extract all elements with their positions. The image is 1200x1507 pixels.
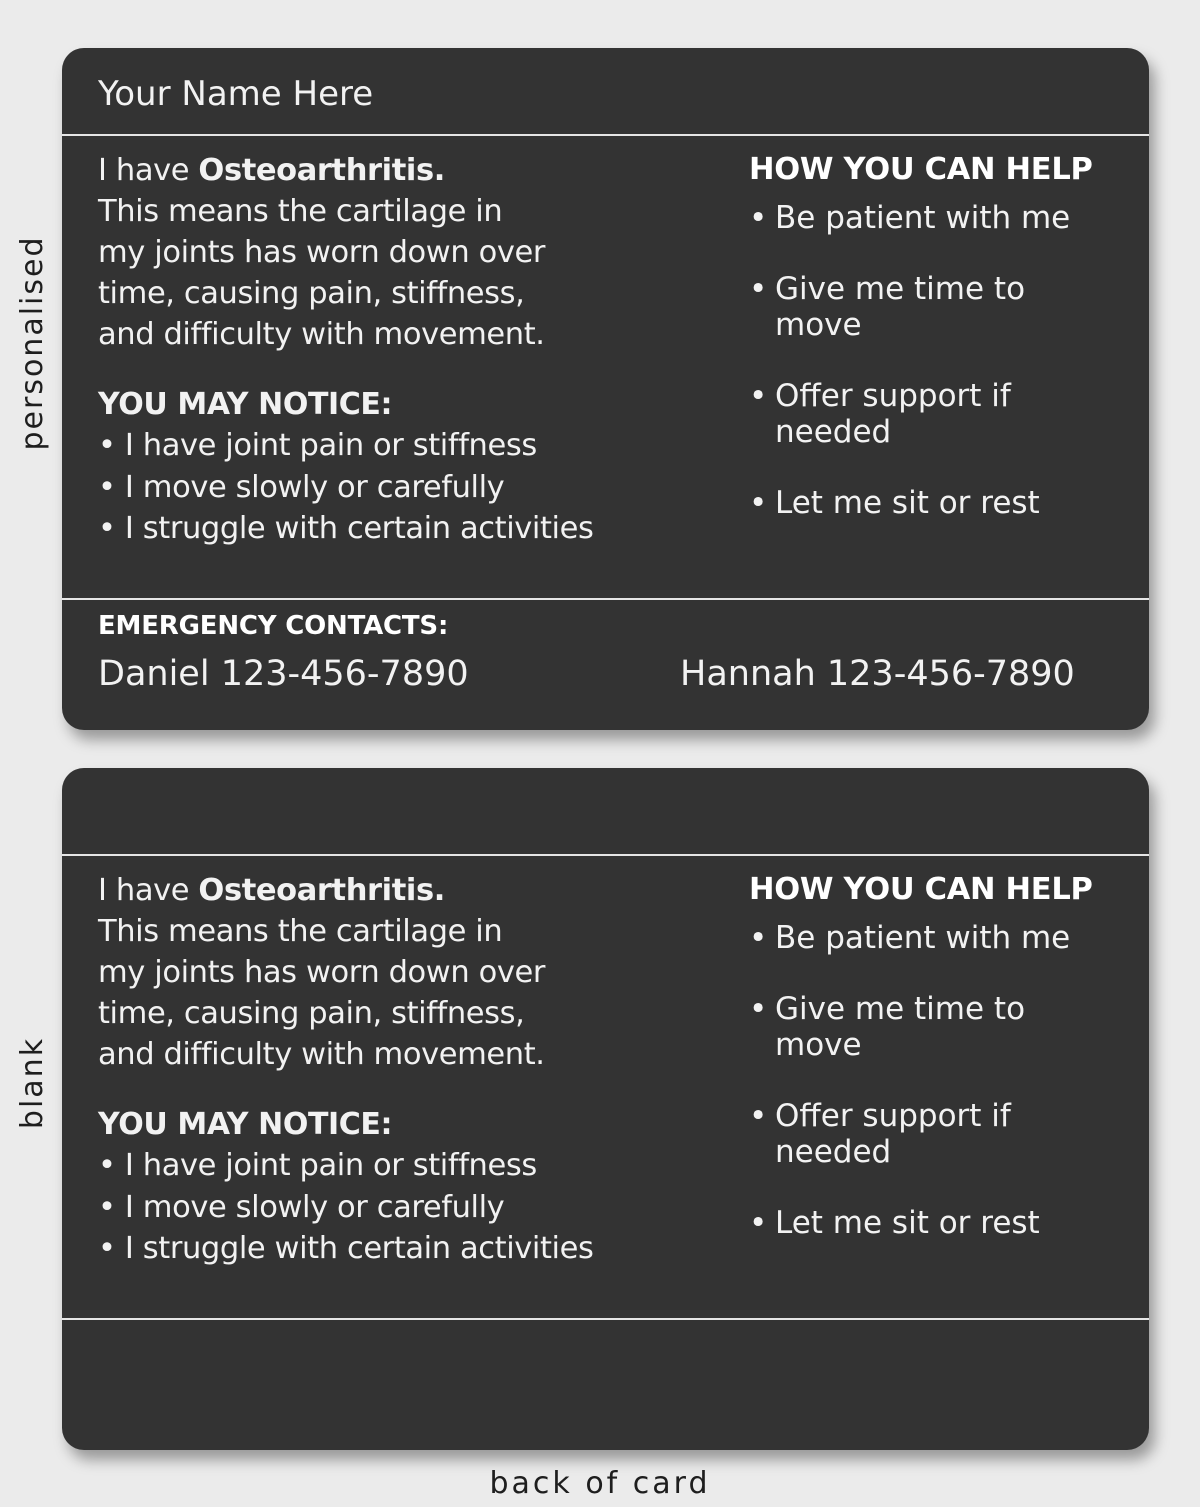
notice-heading: YOU MAY NOTICE: [98, 1107, 393, 1142]
card-name: Your Name Here [98, 74, 374, 114]
help-heading: HOW YOU CAN HELP [749, 152, 1093, 187]
emergency-heading: EMERGENCY CONTACTS: [98, 611, 449, 641]
description-line: and difficulty with movement. [98, 1037, 545, 1072]
notice-item: • I struggle with certain activities [98, 511, 594, 546]
description-line: time, causing pain, stiffness, [98, 276, 525, 311]
personalised-label: personalised [15, 235, 50, 451]
intro-prefix: I have [98, 153, 199, 188]
notice-item: • I move slowly or carefully [98, 469, 505, 505]
condition-description [98, 150, 698, 550]
blank-label: blank [15, 1036, 50, 1130]
help-item: • Be patient with me [749, 920, 1079, 956]
condition-description [98, 870, 698, 1270]
condition-name: Osteoarthritis. [198, 873, 445, 908]
intro-line [98, 870, 698, 911]
description-line: my joints has worn down over [98, 955, 545, 990]
bottom-divider [62, 598, 1149, 600]
notice-item: • I have joint pain or stiffness [98, 1148, 537, 1183]
top-divider [62, 854, 1149, 856]
description-line: This means the cartilage in [98, 194, 503, 229]
description-line: time, causing pain, stiffness, [98, 996, 525, 1031]
top-divider [62, 134, 1149, 136]
personalised-card [62, 48, 1149, 730]
description-line: and difficulty with movement. [98, 317, 545, 352]
help-item: • Offer support if needed [749, 378, 1079, 450]
help-item: • Give me time to move [749, 991, 1079, 1063]
condition-name: Osteoarthritis. [198, 153, 445, 188]
notice-heading: YOU MAY NOTICE: [98, 387, 393, 422]
description-line: my joints has worn down over [98, 235, 545, 270]
bottom-divider [62, 1318, 1149, 1320]
intro-prefix: I have [98, 873, 199, 908]
notice-item: • I struggle with certain activities [98, 1231, 594, 1266]
help-column [749, 870, 1129, 1241]
help-item: • Let me sit or rest [749, 485, 1079, 521]
help-item: • Give me time to move [749, 271, 1079, 343]
help-heading: HOW YOU CAN HELP [749, 872, 1093, 907]
notice-item: • I have joint pain or stiffness [98, 428, 537, 463]
help-item: • Be patient with me [749, 200, 1079, 236]
emergency-contact: Hannah 123-456-7890 [680, 654, 1075, 694]
help-column [749, 150, 1129, 521]
caption: back of card [489, 1466, 711, 1501]
intro-line [98, 150, 698, 191]
emergency-contact: Daniel 123-456-7890 [98, 654, 469, 694]
blank-card [62, 768, 1149, 1450]
help-item: • Let me sit or rest [749, 1205, 1079, 1241]
help-item: • Offer support if needed [749, 1098, 1079, 1170]
description-line: This means the cartilage in [98, 914, 503, 949]
notice-item: • I move slowly or carefully [98, 1189, 505, 1225]
